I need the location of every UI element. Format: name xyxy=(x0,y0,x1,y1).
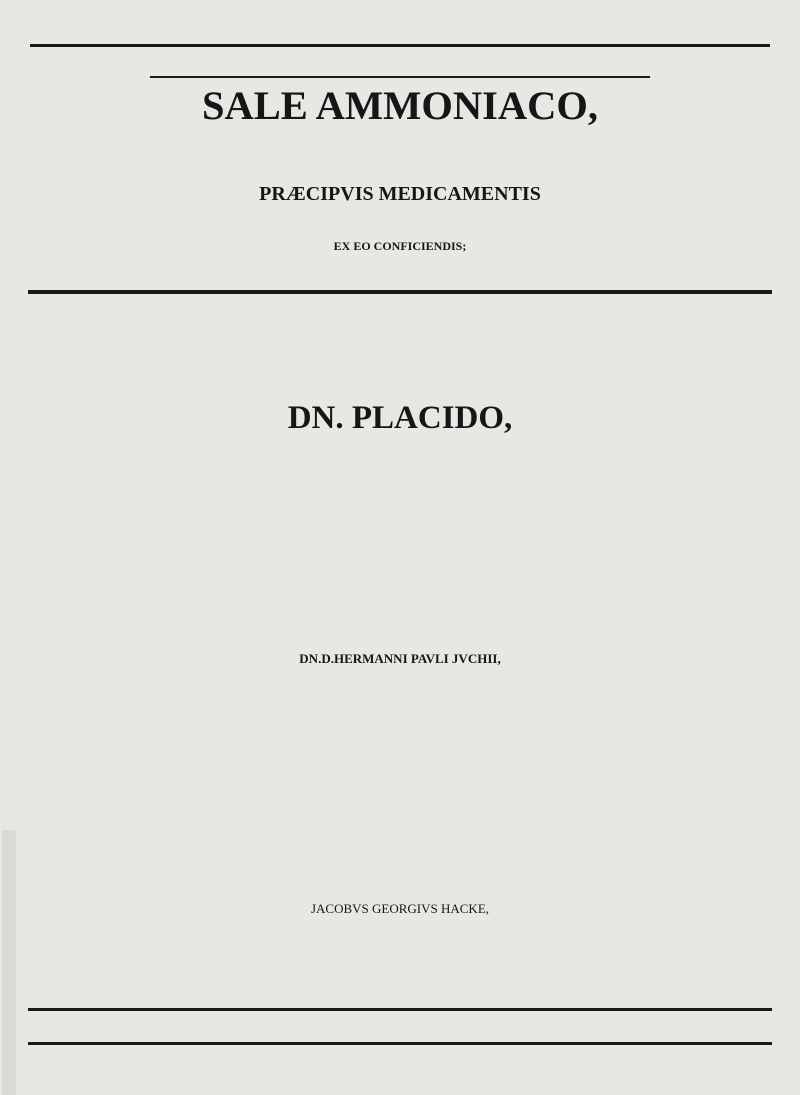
header-rule xyxy=(30,44,770,47)
page-edge-shadow xyxy=(2,830,16,1095)
date-rule-top xyxy=(28,1008,772,1011)
praeses-name: DN.D.HERMANNI PAVLI JVCHII, xyxy=(299,651,501,666)
placido-name: DN. PLACIDO, xyxy=(287,400,513,436)
title-line2: PRÆCIPVIS MEDICAMENTIS xyxy=(259,183,541,205)
title-rule xyxy=(28,290,772,294)
de-rule xyxy=(150,76,650,78)
date-rule-bottom xyxy=(28,1042,772,1045)
title-line3: EX EO CONFICIENDIS; xyxy=(333,239,467,253)
respondens-name: JACOBVS GEORGIVS HACKE, xyxy=(310,901,490,916)
title-main: SALE AMMONIACO, xyxy=(201,83,599,128)
